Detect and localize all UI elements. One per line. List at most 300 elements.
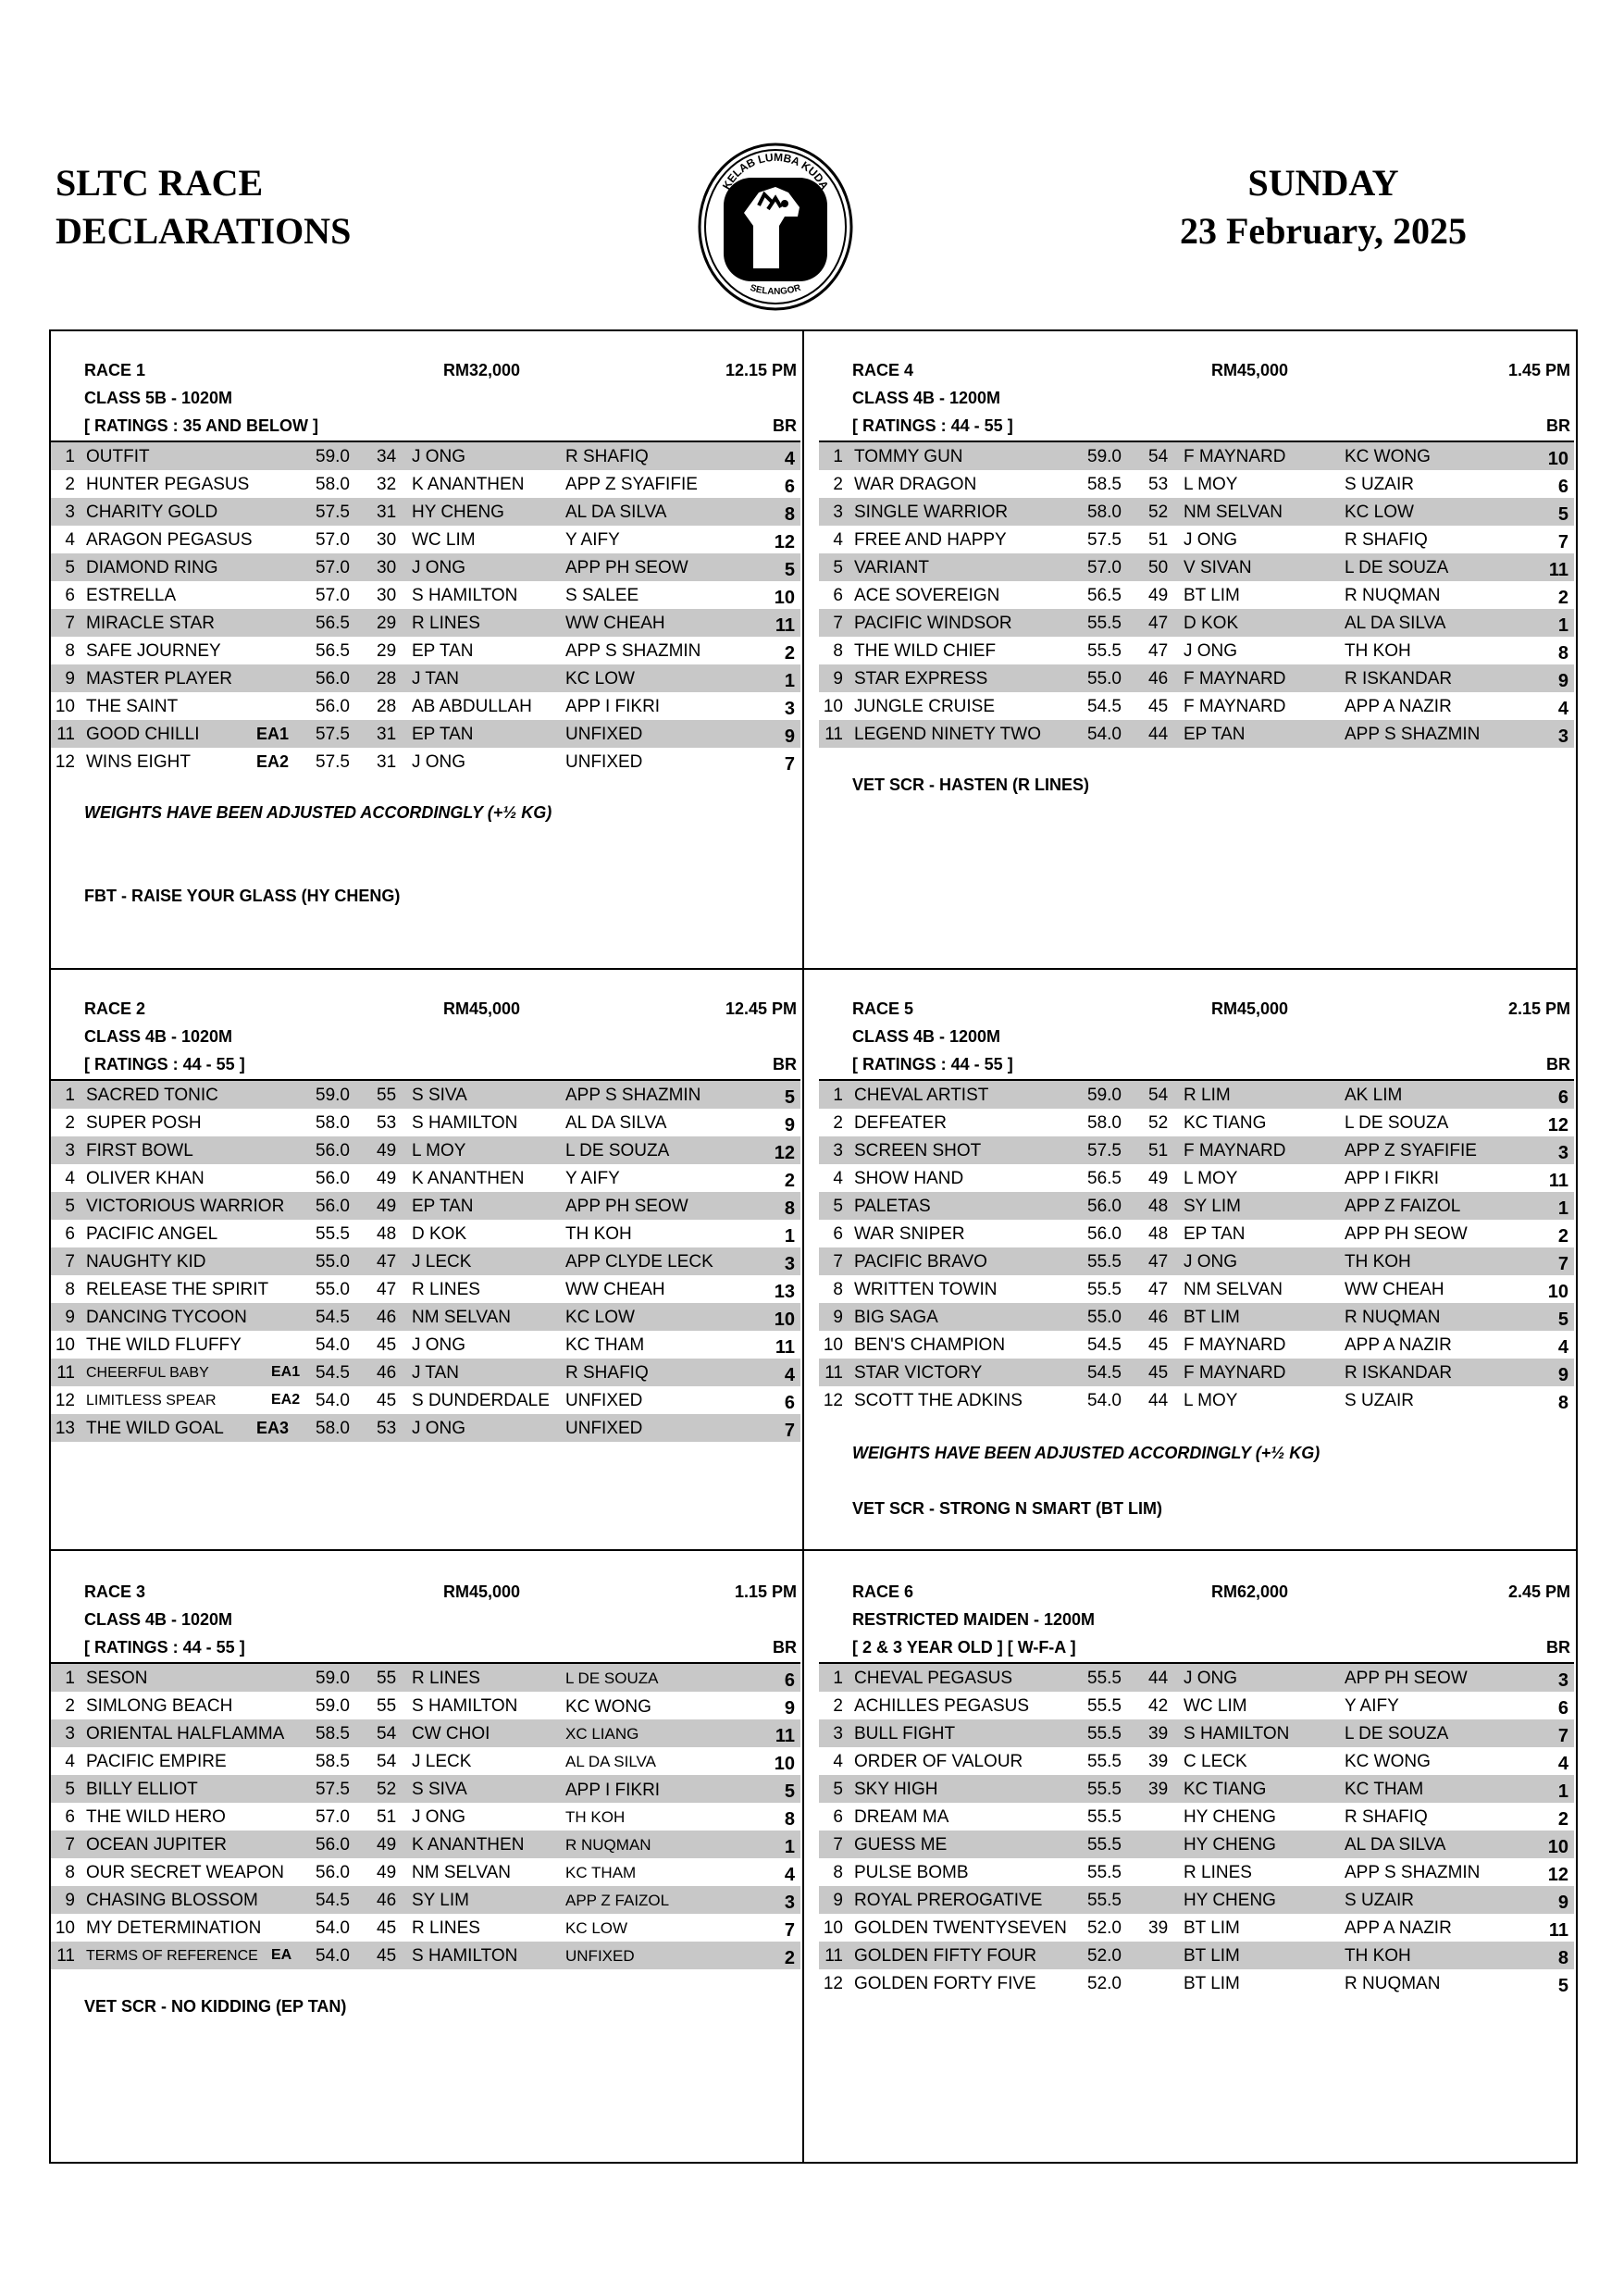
race-header-line <box>51 357 800 385</box>
trainer-name: UNFIXED <box>565 752 643 772</box>
runner-number: 8 <box>65 641 75 661</box>
horse-rating: 42 <box>1148 1696 1169 1716</box>
race-number: RACE 4 <box>852 361 914 379</box>
handicap-weight: 59.0 <box>316 1696 350 1716</box>
barrier-draw: 7 <box>1557 1726 1568 1746</box>
horse-name: RELEASE THE SPIRIT <box>86 1280 269 1299</box>
barrier-draw: 2 <box>784 643 795 664</box>
runner-number: 8 <box>833 1863 843 1882</box>
runner-number: 12 <box>823 1974 843 1993</box>
handicap-weight: 56.0 <box>316 697 350 716</box>
trainer-name: L DE SOUZA <box>1345 1724 1449 1744</box>
runner-number: 10 <box>55 1918 75 1938</box>
handicap-weight: 56.0 <box>316 1169 350 1188</box>
horse-name: TERMS OF REFERENCE <box>86 1948 258 1964</box>
horse-rating: 28 <box>377 669 397 689</box>
handicap-weight: 55.5 <box>1087 1696 1122 1716</box>
handicap-weight: 55.5 <box>1087 614 1122 633</box>
runner-number: 5 <box>65 1780 75 1799</box>
horse-rating: 46 <box>377 1363 397 1383</box>
trainer-name: XC LIANG <box>565 1725 639 1743</box>
handicap-weight: 54.5 <box>316 1308 350 1327</box>
runner-row <box>51 1664 800 1692</box>
runner-row <box>819 1136 1574 1164</box>
runner-row <box>51 1692 800 1719</box>
trainer-name: Y AIFY <box>1345 1696 1399 1716</box>
runner-row <box>819 1664 1574 1692</box>
barrier-draw: 7 <box>784 1920 795 1941</box>
runner-row <box>819 1831 1574 1858</box>
runner-row <box>51 1858 800 1886</box>
horse-rating: 30 <box>377 586 397 605</box>
handicap-weight: 58.0 <box>316 1113 350 1133</box>
handicap-weight: 57.5 <box>316 1780 350 1799</box>
trainer-name: TH KOH <box>565 1808 626 1826</box>
runner-number: 11 <box>56 725 75 744</box>
trainer-name: APP Z FAIZOL <box>1345 1197 1461 1216</box>
trainer-name: AK LIM <box>1345 1086 1403 1105</box>
race-class: RESTRICTED MAIDEN - 1200M <box>852 1610 1096 1629</box>
runner-number: 8 <box>65 1863 75 1882</box>
runner-row <box>819 637 1574 664</box>
horse-name: GOLDEN TWENTYSEVEN <box>854 1918 1067 1938</box>
barrier-draw: 9 <box>784 726 795 747</box>
race-prize: RM45,000 <box>1211 361 1289 379</box>
runner-row <box>51 470 800 498</box>
trainer-name: R NUQMAN <box>1345 1308 1441 1327</box>
race-header-line <box>51 1051 800 1079</box>
trainer-name: APP A NAZIR <box>1345 697 1452 716</box>
barrier-draw: 4 <box>1557 1754 1568 1774</box>
runner-row <box>819 1692 1574 1719</box>
handicap-weight: 57.0 <box>1087 558 1122 577</box>
race-note: FBT - RAISE YOUR GLASS (HY CHENG) <box>84 887 401 905</box>
race-note: VET SCR - NO KIDDING (EP TAN) <box>84 1997 347 2016</box>
handicap-weight: 57.5 <box>1087 1141 1122 1160</box>
jockey-name: BT LIM <box>1184 1974 1240 1993</box>
barrier-draw: 9 <box>1557 1893 1568 1913</box>
horse-name: WAR SNIPER <box>854 1224 965 1244</box>
horse-name: OUTFIT <box>86 447 150 466</box>
race-panel-1 <box>51 357 800 776</box>
runner-number: 11 <box>56 1946 75 1966</box>
jockey-name: F MAYNARD <box>1184 1363 1286 1383</box>
trainer-name: APP A NAZIR <box>1345 1335 1452 1355</box>
jockey-name: BT LIM <box>1184 1946 1240 1966</box>
horse-name: ROYAL PREROGATIVE <box>854 1891 1043 1910</box>
race-prize: RM62,000 <box>1211 1582 1289 1601</box>
runner-row <box>51 609 800 637</box>
barrier-draw: 7 <box>1557 1254 1568 1274</box>
runner-number: 5 <box>833 1197 843 1216</box>
barrier-header: BR <box>773 416 797 435</box>
barrier-draw: 1 <box>1557 1198 1568 1219</box>
runner-number: 8 <box>65 1280 75 1299</box>
barrier-draw: 9 <box>1557 671 1568 691</box>
horse-name: NAUGHTY KID <box>86 1252 206 1272</box>
runner-number: 4 <box>833 530 843 550</box>
horse-rating: 53 <box>377 1419 397 1438</box>
runner-number: 10 <box>823 1918 843 1938</box>
handicap-weight: 56.0 <box>316 669 350 689</box>
horse-name: SINGLE WARRIOR <box>854 503 1009 522</box>
jockey-name: WC LIM <box>1184 1696 1247 1716</box>
barrier-draw: 2 <box>1557 588 1568 608</box>
horse-name: CHEVAL PEGASUS <box>854 1669 1013 1688</box>
race-date <box>1110 159 1536 255</box>
jockey-name: NM SELVAN <box>412 1863 511 1882</box>
race-class: CLASS 4B - 1020M <box>84 1610 233 1629</box>
horse-name: WAR DRAGON <box>854 475 977 494</box>
runner-number: 2 <box>833 1113 843 1133</box>
barrier-draw: 12 <box>1547 1865 1568 1885</box>
runner-number: 4 <box>65 1752 75 1771</box>
runner-number: 13 <box>55 1419 75 1438</box>
barrier-draw: 8 <box>784 504 795 525</box>
jockey-name: J ONG <box>412 752 466 772</box>
runner-row <box>819 1192 1574 1220</box>
handicap-weight: 54.5 <box>1087 697 1122 716</box>
trainer-name: TH KOH <box>1345 641 1411 661</box>
runner-row <box>819 720 1574 748</box>
horse-name: STAR VICTORY <box>854 1363 983 1383</box>
jockey-name: NM SELVAN <box>1184 1280 1283 1299</box>
horse-name: FIRST BOWL <box>86 1141 193 1160</box>
race-header-line <box>819 1051 1574 1079</box>
runner-row <box>51 1719 800 1747</box>
horse-rating: 49 <box>1148 1169 1169 1188</box>
horse-name: OUR SECRET WEAPON <box>86 1863 284 1882</box>
horse-rating: 49 <box>377 1863 397 1882</box>
runner-table <box>819 1079 1574 1414</box>
jockey-name: L MOY <box>412 1141 466 1160</box>
horse-rating: 45 <box>377 1918 397 1938</box>
runner-number: 3 <box>833 1724 843 1744</box>
horse-rating: 46 <box>1148 1308 1169 1327</box>
horse-rating: 47 <box>1148 1252 1169 1272</box>
jockey-name: J ONG <box>412 1807 466 1827</box>
trainer-name: APP S SHAZMIN <box>1345 725 1481 744</box>
jockey-name: J ONG <box>1184 641 1238 661</box>
handicap-weight: 54.0 <box>316 1391 350 1410</box>
horse-name: DIAMOND RING <box>86 558 218 577</box>
runner-row <box>819 1942 1574 1969</box>
horse-rating: 45 <box>1148 1363 1169 1383</box>
trainer-name: UNFIXED <box>565 1419 643 1438</box>
trainer-name: APP I FIKRI <box>565 697 661 716</box>
runner-row <box>51 692 800 720</box>
horse-rating: 48 <box>377 1224 397 1244</box>
handicap-weight: 54.5 <box>1087 1335 1122 1355</box>
runner-row <box>819 553 1574 581</box>
race-prize: RM45,000 <box>443 1582 521 1601</box>
horse-rating: 49 <box>377 1141 397 1160</box>
jockey-name: KC TIANG <box>1184 1113 1267 1133</box>
horse-name: ESTRELLA <box>86 586 177 605</box>
column-divider <box>802 329 804 2164</box>
handicap-weight: 56.5 <box>1087 1169 1122 1188</box>
horse-name: SHOW HAND <box>854 1169 964 1188</box>
jockey-name: K ANANTHEN <box>412 1169 525 1188</box>
horse-name: MIRACLE STAR <box>86 614 216 633</box>
horse-rating: 30 <box>377 558 397 577</box>
runner-number: 5 <box>65 1197 75 1216</box>
horse-name: BULL FIGHT <box>854 1724 956 1744</box>
runner-row <box>819 1247 1574 1275</box>
runner-number: 12 <box>55 752 75 772</box>
trainer-name: L DE SOUZA <box>565 1669 659 1687</box>
trainer-name: R ISKANDAR <box>1345 669 1453 689</box>
runner-row <box>51 1303 800 1331</box>
horse-name: THE SAINT <box>86 697 179 716</box>
handicap-weight: 58.5 <box>316 1752 350 1771</box>
handicap-weight: 55.5 <box>1087 1252 1122 1272</box>
race-ratings: [ RATINGS : 44 - 55 ] <box>852 1055 1013 1074</box>
jockey-name: EP TAN <box>412 725 474 744</box>
handicap-weight: 58.5 <box>1087 475 1122 494</box>
barrier-draw: 8 <box>784 1809 795 1830</box>
horse-rating: 53 <box>1148 475 1169 494</box>
club-logo-icon <box>696 141 855 313</box>
barrier-draw: 1 <box>784 1837 795 1857</box>
horse-name: VARIANT <box>854 558 929 577</box>
handicap-weight: 52.0 <box>1087 1974 1122 1993</box>
horse-name: SACRED TONIC <box>86 1086 218 1105</box>
runner-number: 10 <box>823 1335 843 1355</box>
race-panel-5 <box>51 1579 800 1969</box>
barrier-draw: 1 <box>784 671 795 691</box>
jockey-name: J ONG <box>412 1419 466 1438</box>
runner-number: 1 <box>65 1669 75 1688</box>
race-number: RACE 1 <box>84 361 146 379</box>
race-header-line <box>51 996 800 1024</box>
runner-row <box>51 1136 800 1164</box>
trainer-name: UNFIXED <box>565 1391 643 1410</box>
horse-name: ARAGON PEGASUS <box>86 530 253 550</box>
trainer-name: KC LOW <box>1345 503 1414 522</box>
handicap-weight: 58.0 <box>1087 503 1122 522</box>
horse-rating: 30 <box>377 530 397 550</box>
handicap-weight: 52.0 <box>1087 1946 1122 1966</box>
horse-rating: 29 <box>377 614 397 633</box>
trainer-name: APP PH SEOW <box>1345 1224 1468 1244</box>
barrier-draw: 1 <box>1557 615 1568 636</box>
trainer-name: AL DA SILVA <box>1345 614 1446 633</box>
horse-name: GOOD CHILLI <box>86 725 200 744</box>
barrier-draw: 12 <box>774 532 795 552</box>
horse-rating: 49 <box>377 1169 397 1188</box>
handicap-weight: 55.0 <box>1087 1308 1122 1327</box>
jockey-name: S HAMILTON <box>1184 1724 1290 1744</box>
horse-name: OLIVER KHAN <box>86 1169 205 1188</box>
race-date-text: 23 February, 2025 <box>1180 210 1467 252</box>
horse-name: GOLDEN FORTY FIVE <box>854 1974 1036 1993</box>
horse-name: PACIFIC ANGEL <box>86 1224 218 1244</box>
runner-row <box>819 526 1574 553</box>
runner-number: 1 <box>65 447 75 466</box>
barrier-draw: 2 <box>1557 1226 1568 1247</box>
handicap-weight: 55.5 <box>1087 1807 1122 1827</box>
runner-row <box>819 1303 1574 1331</box>
runner-row <box>51 637 800 664</box>
trainer-name: TH KOH <box>1345 1946 1411 1966</box>
jockey-name: SY LIM <box>1184 1197 1241 1216</box>
race-ratings: [ RATINGS : 44 - 55 ] <box>84 1638 245 1657</box>
race-ratings: [ RATINGS : 44 - 55 ] <box>852 416 1013 435</box>
trainer-name: Y AIFY <box>565 1169 620 1188</box>
barrier-draw: 8 <box>1557 643 1568 664</box>
runner-row <box>819 1719 1574 1747</box>
runner-number: 4 <box>833 1169 843 1188</box>
race-header-line <box>819 1634 1574 1662</box>
horse-name: CHASING BLOSSOM <box>86 1891 258 1910</box>
jockey-name: BT LIM <box>1184 1308 1240 1327</box>
horse-name: STAR EXPRESS <box>854 669 988 689</box>
barrier-draw: 9 <box>1557 1365 1568 1385</box>
barrier-draw: 1 <box>784 1226 795 1247</box>
barrier-draw: 2 <box>784 1171 795 1191</box>
handicap-weight: 56.0 <box>1087 1224 1122 1244</box>
trainer-name: APP I FIKRI <box>1345 1169 1440 1188</box>
runner-number: 11 <box>824 1946 843 1966</box>
jockey-name: J ONG <box>412 447 466 466</box>
horse-rating: 51 <box>1148 530 1169 550</box>
barrier-draw: 3 <box>1557 1143 1568 1163</box>
race-number: RACE 6 <box>852 1582 914 1601</box>
horse-rating: 54 <box>377 1752 397 1771</box>
trainer-name: WW CHEAH <box>565 1280 665 1299</box>
horse-rating: 46 <box>377 1891 397 1910</box>
barrier-draw: 11 <box>775 615 795 636</box>
barrier-draw: 8 <box>1557 1948 1568 1968</box>
handicap-weight: 55.0 <box>316 1252 350 1272</box>
runner-number: 2 <box>65 1113 75 1133</box>
handicap-weight: 58.0 <box>316 475 350 494</box>
race-header-line <box>819 413 1574 441</box>
trainer-name: S UZAIR <box>1345 1391 1414 1410</box>
barrier-draw: 11 <box>1548 1171 1568 1191</box>
jockey-name: S HAMILTON <box>412 1946 518 1966</box>
horse-name: OCEAN JUPITER <box>86 1835 228 1855</box>
trainer-name: APP Z FAIZOL <box>565 1892 670 1909</box>
runner-number: 2 <box>65 1696 75 1716</box>
jockey-name: BT LIM <box>1184 586 1240 605</box>
handicap-weight: 52.0 <box>1087 1918 1122 1938</box>
horse-rating: 44 <box>1148 725 1169 744</box>
handicap-weight: 57.0 <box>316 558 350 577</box>
jockey-name: J ONG <box>412 1335 466 1355</box>
trainer-name: L DE SOUZA <box>1345 558 1449 577</box>
horse-name: DREAM MA <box>854 1807 949 1827</box>
runner-row <box>819 1914 1574 1942</box>
race-time: 1.45 PM <box>1507 361 1570 379</box>
jockey-name: J ONG <box>1184 1252 1238 1272</box>
horse-rating: 31 <box>377 725 397 744</box>
trainer-name: WW CHEAH <box>1345 1280 1444 1299</box>
trainer-name: APP S SHAZMIN <box>565 1086 701 1105</box>
race-class: CLASS 5B - 1020M <box>84 389 233 407</box>
barrier-draw: 7 <box>784 754 795 775</box>
runner-row <box>51 1109 800 1136</box>
race-note: VET SCR - STRONG N SMART (BT LIM) <box>852 1499 1162 1518</box>
runner-number: 12 <box>55 1391 75 1410</box>
runner-row <box>51 1942 800 1969</box>
barrier-draw: 5 <box>784 1087 795 1108</box>
race-header-line <box>51 385 800 413</box>
runner-number: 6 <box>833 586 843 605</box>
trainer-name: TH KOH <box>565 1224 632 1244</box>
jockey-name: J TAN <box>412 1363 460 1383</box>
jockey-name: EP TAN <box>412 641 474 661</box>
jockey-name: S HAMILTON <box>412 1696 518 1716</box>
horse-rating: 45 <box>1148 1335 1169 1355</box>
barrier-draw: 6 <box>1557 477 1568 497</box>
barrier-draw: 10 <box>1547 1282 1568 1302</box>
horse-name: THE WILD CHIEF <box>854 641 997 661</box>
runner-row <box>51 1747 800 1775</box>
row-divider <box>49 1549 1578 1551</box>
jockey-name: WC LIM <box>412 530 476 550</box>
barrier-draw: 5 <box>784 560 795 580</box>
runner-row <box>51 664 800 692</box>
trainer-name: KC THAM <box>565 1864 637 1881</box>
runner-row <box>819 609 1574 637</box>
runner-number: 7 <box>65 614 75 633</box>
horse-name: WRITTEN TOWIN <box>854 1280 998 1299</box>
jockey-name: J LECK <box>412 1252 472 1272</box>
horse-rating: 52 <box>377 1780 397 1799</box>
jockey-name: R LINES <box>1184 1863 1252 1882</box>
runner-number: 6 <box>833 1807 843 1827</box>
trainer-name: KC LOW <box>565 1919 628 1937</box>
race-time: 12.15 PM <box>725 361 797 379</box>
runner-row <box>819 1164 1574 1192</box>
race-class: CLASS 4B - 1200M <box>852 1027 1001 1046</box>
runner-number: 5 <box>833 558 843 577</box>
race-class: CLASS 4B - 1200M <box>852 389 1001 407</box>
race-prize: RM45,000 <box>1211 999 1289 1018</box>
horse-rating: 45 <box>377 1391 397 1410</box>
handicap-weight: 56.5 <box>316 641 350 661</box>
runner-row <box>819 1886 1574 1914</box>
trainer-name: L DE SOUZA <box>565 1141 670 1160</box>
horse-name: CHEVAL ARTIST <box>854 1086 989 1105</box>
runner-row <box>51 748 800 776</box>
horse-name: ORDER OF VALOUR <box>854 1752 1023 1771</box>
jockey-name: F MAYNARD <box>1184 669 1286 689</box>
runner-table <box>51 1079 800 1442</box>
handicap-weight: 56.0 <box>1087 1197 1122 1216</box>
trainer-name: APP I FIKRI <box>565 1781 661 1800</box>
handicap-weight: 54.0 <box>1087 1391 1122 1410</box>
jockey-name: HY CHENG <box>412 503 504 522</box>
trainer-name: S UZAIR <box>1345 475 1414 494</box>
horse-rating: 44 <box>1148 1669 1169 1688</box>
race-header-line <box>51 1579 800 1607</box>
jockey-name: R LINES <box>412 614 480 633</box>
race-panel-4 <box>819 996 1574 1414</box>
horse-name: SCOTT THE ADKINS <box>854 1391 1023 1410</box>
jockey-name: R LINES <box>412 1918 480 1938</box>
handicap-weight: 58.5 <box>316 1724 350 1744</box>
emergency-acceptor-tag: EA3 <box>256 1419 290 1437</box>
horse-name: SUPER POSH <box>86 1113 202 1133</box>
race-note: VET SCR - HASTEN (R LINES) <box>852 776 1090 794</box>
runner-row <box>51 1914 800 1942</box>
handicap-weight: 58.0 <box>1087 1113 1122 1133</box>
runner-row <box>51 1803 800 1831</box>
handicap-weight: 56.0 <box>316 1863 350 1882</box>
